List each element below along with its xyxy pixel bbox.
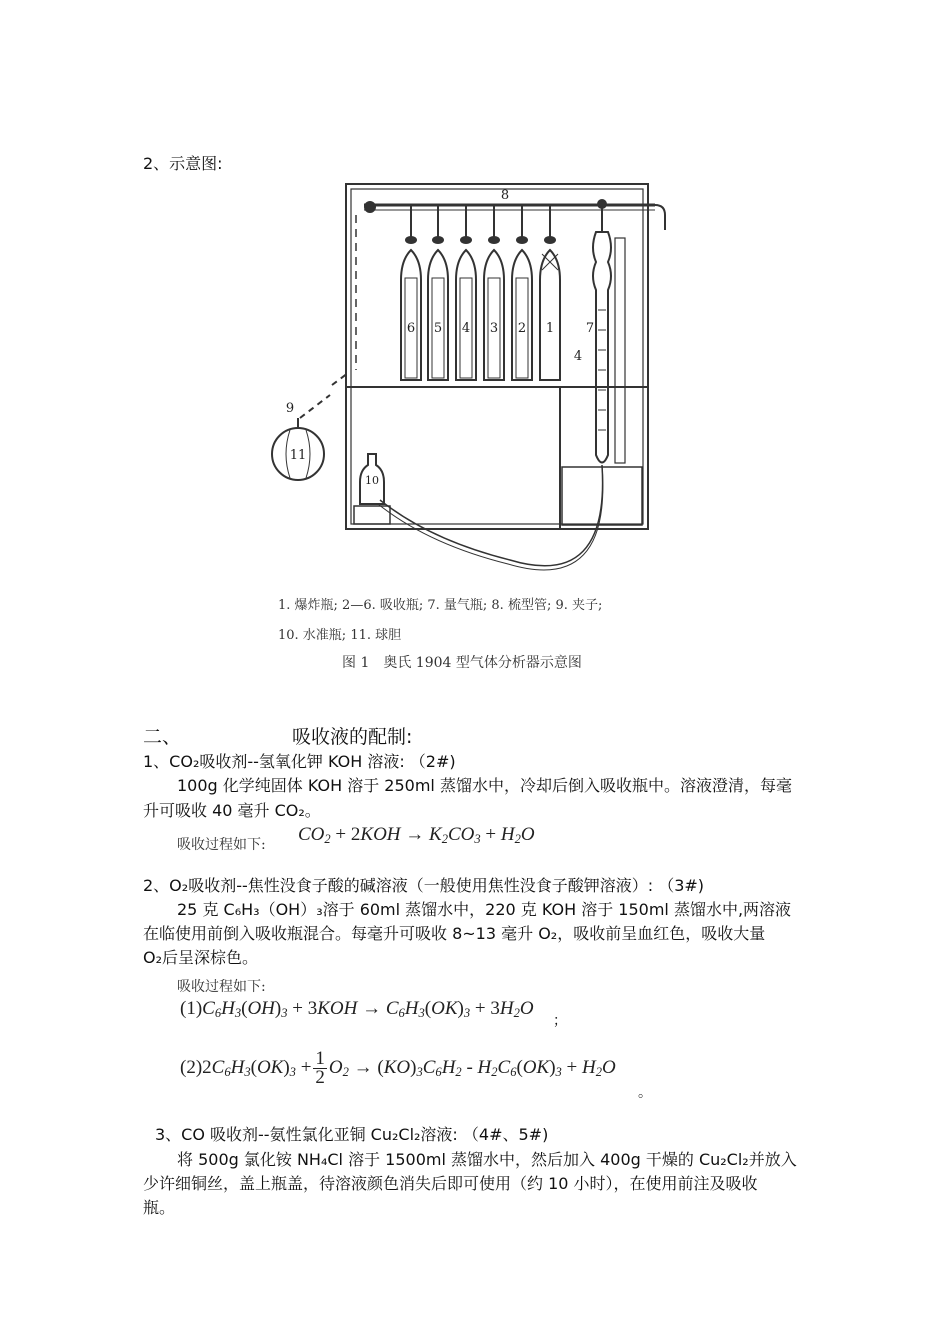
level-bottle (354, 454, 390, 524)
figure-legend-line2: 10. 水准瓶; 11. 球胆 (278, 628, 402, 643)
item2-para-line3: O₂后呈深棕色。 (143, 948, 259, 967)
label-bottle-2: 2 (517, 321, 527, 336)
diagram-heading: 2、示意图: (143, 154, 223, 173)
item2-title: 2、O₂吸收剂--焦性没食子酸的碱溶液（一般使用焦性没食子酸钾溶液）: （3#) (143, 876, 705, 895)
item2-process-label: 吸收过程如下: (177, 979, 266, 995)
label-burette-side: 4 (573, 349, 583, 364)
equation-o2-step1: $(1)C_6H_3(OH)_3 + 3KOH \to C_6H_3(OK)_3 + 3H_2O$ (180, 998, 534, 1021)
item1-para-line2: 升可吸收 40 毫升 CO₂。 (143, 801, 321, 820)
item3-para-line2: 少许细铜丝，盖上瓶盖，待溶液颜色消失后即可使用（约 10 小时），在使用前注及吸收 (143, 1174, 758, 1193)
figure-caption: 图 1 奥氏 1904 型气体分析器示意图 (342, 655, 582, 671)
label-bottle-6: 6 (406, 321, 416, 336)
rubber-tube (380, 465, 603, 566)
item3-para-line1: 将 500g 氯化铵 NH₄Cl 溶于 1500ml 蒸馏水中，然后加入 400g 干燥的 Cu₂Cl₂并放入 (177, 1150, 797, 1169)
label-level-bottle: 10 (365, 474, 379, 487)
label-bulb: 11 (289, 448, 307, 463)
item1-process-label: 吸收过程如下: (177, 837, 266, 853)
label-bottle-1: 1 (545, 321, 555, 336)
item1-para-line1: 100g 化学纯固体 KOH 溶于 250ml 蒸馏水中，冷却后倒入吸收瓶中。溶液澄清，每毫 (177, 776, 792, 795)
equation-o2-step2-end: 。 (638, 1085, 652, 1101)
item1-title: 1、CO₂吸收剂--氢氧化钾 KOH 溶液: （2#) (143, 752, 456, 771)
equation-o2-step2: $(2)2C_6H_3(OK)_3$ + $\frac{1}{2}$ $O_2 \to (KO)_3C_6H_2 - H_2C_6(OK)_3 + H_2O$ (180, 1048, 616, 1088)
label-bottle-3: 3 (489, 321, 499, 336)
figure-legend-line1: 1. 爆炸瓶; 2—6. 吸收瓶; 7. 量气瓶; 8. 梳型管; 9. 夹子; (278, 598, 603, 613)
rubber-bulb (272, 373, 348, 480)
item3-para-line3: 瓶。 (143, 1198, 176, 1217)
section-number: 二、 (143, 726, 182, 748)
item2-para-line1: 25 克 C₆H₃（OH）₃溶于 60ml 蒸馏水中，220 克 KOH 溶于 150ml 蒸馏水中,两溶液 (177, 900, 792, 919)
absorption-bottles (401, 205, 560, 380)
item2-para-line2: 在临使用前倒入吸收瓶混合。每毫升可吸收 8~13 毫升 O₂，吸收前呈血红色，吸收大量 (143, 924, 766, 943)
label-manifold: 8 (500, 188, 510, 203)
label-burette: 7 (585, 321, 595, 336)
label-clamp: 9 (285, 401, 295, 416)
equation-co2: $CO_2 + 2KOH \to K_2CO_3 + H_2O$ (298, 824, 535, 847)
item3-title: 3、CO 吸收剂--氨性氯化亚铜 Cu₂Cl₂溶液: （4#、5#) (155, 1125, 549, 1144)
label-bottle-4: 4 (461, 321, 471, 336)
equation-o2-step1-end: ； (553, 1013, 567, 1029)
gas-burette (593, 200, 625, 463)
label-bottle-5: 5 (433, 321, 443, 336)
section-title: 吸收液的配制: (292, 726, 413, 748)
